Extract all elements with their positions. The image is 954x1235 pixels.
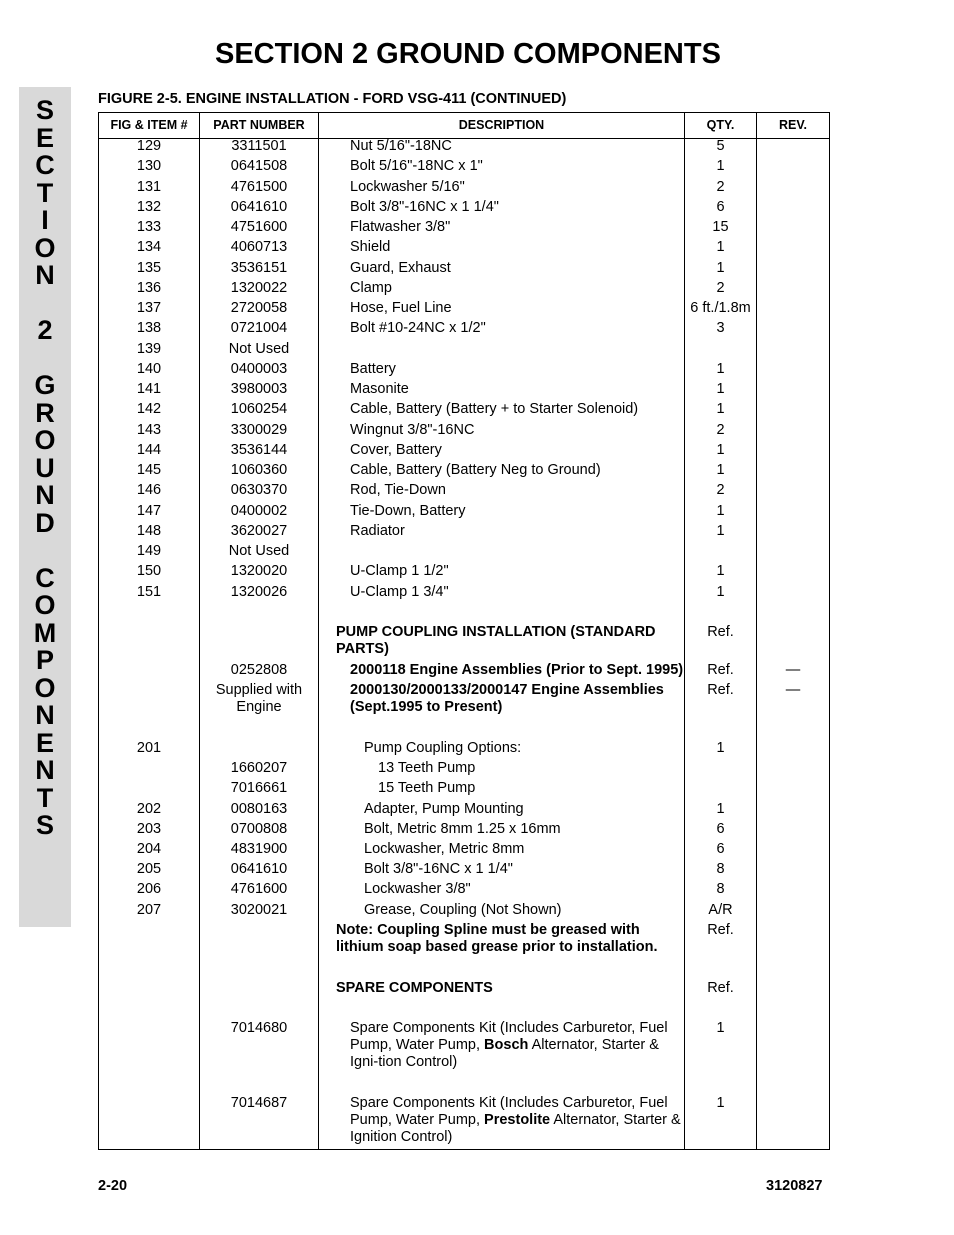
qty-cell: 6 ft./1.8m <box>690 300 751 316</box>
description-cell: Shield <box>350 239 391 256</box>
sidebar-letter: I <box>41 205 49 235</box>
kit-description <box>350 1095 683 1146</box>
kit-brand: Bosch <box>484 1037 529 1053</box>
fig-item-cell: 129 <box>136 138 162 154</box>
table-header <box>99 113 829 139</box>
pump-section-heading: PUMP COUPLING INSTALLATION (STANDARD PARTS) <box>336 624 656 657</box>
fig-item-cell: 206 <box>136 881 162 898</box>
qty-cell: 1 <box>716 583 725 600</box>
part-number-cell: 3980003 <box>230 381 288 397</box>
spare-section-heading: SPARE COMPONENTS <box>336 980 493 996</box>
sidebar-letter: G <box>34 370 56 400</box>
description-cell: Guard, Exhaust <box>350 259 451 276</box>
fig-item-cell: 133 <box>136 219 162 235</box>
part-number-cell: 0700808 <box>230 820 288 837</box>
figure-caption: FIGURE 2-5. ENGINE INSTALLATION - FORD VSG-411 (CONTINUED) <box>98 91 567 107</box>
qty-cell: 1 <box>716 239 725 256</box>
description-cell: Tie-Down, Battery <box>350 502 466 519</box>
description-cell: U-Clamp 1 3/4" <box>350 583 449 600</box>
grease-note: Note: Coupling Spline must be greased with lithium soap based grease prior to installation. <box>336 922 658 955</box>
description-cell: Bolt 5/16"-18NC x 1" <box>350 158 483 175</box>
kit-description-text: Alternator, Starter & Igni-tion Control) <box>350 1037 659 1070</box>
qty-cell: 1 <box>716 158 725 175</box>
part-number-cell: 4060713 <box>230 239 288 256</box>
part-number-cell: 0400003 <box>230 360 288 377</box>
description-cell: Lockwasher, Metric 8mm <box>364 841 525 857</box>
fig-item-cell: 151 <box>136 583 162 600</box>
fig-item-cell: 150 <box>136 563 162 580</box>
qty-cell: 1 <box>716 1095 725 1111</box>
fig-item-cell: 140 <box>136 360 162 377</box>
sidebar-letter: N <box>35 755 55 785</box>
rev-cell: — <box>785 662 801 678</box>
part-number-cell: 4751600 <box>230 219 288 235</box>
fig-item-cell: 145 <box>136 462 162 478</box>
fig-item-cell: 131 <box>136 178 162 195</box>
fig-item-cell: 138 <box>136 320 162 337</box>
qty-cell: 2 <box>716 482 725 499</box>
part-number-cell: 3020021 <box>230 901 288 918</box>
qty-cell: 1 <box>716 1020 725 1036</box>
qty-cell: 8 <box>716 881 725 898</box>
description-cell: Bolt, Metric 8mm 1.25 x 16mm <box>364 820 561 837</box>
part-number-cell: 0080163 <box>230 800 288 817</box>
sidebar-letter: E <box>35 727 54 758</box>
fig-item-cell: 203 <box>136 820 162 837</box>
description-cell: Cover, Battery <box>350 441 442 458</box>
kit-brand: Prestolite <box>484 1112 551 1128</box>
header-description: DESCRIPTION <box>458 118 545 132</box>
fig-item-cell: 149 <box>136 543 162 559</box>
kit-description-text: Spare Components Kit (Includes Carburetor, Fuel Pump, Water Pump, <box>350 1020 668 1053</box>
header-rev: REV. <box>778 118 808 132</box>
qty-cell: 5 <box>716 138 725 154</box>
qty-cell: 1 <box>716 462 725 478</box>
part-number-cell: 0641610 <box>230 861 288 878</box>
description-cell: Grease, Coupling (Not Shown) <box>364 901 562 918</box>
description-cell: Clamp <box>350 279 392 296</box>
qty-cell: 1 <box>716 522 725 539</box>
part-number-cell: 2720058 <box>230 300 288 316</box>
part-number-cell: 3300029 <box>230 421 288 438</box>
header-part-number: PART NUMBER <box>213 118 305 132</box>
description-cell: 13 Teeth Pump <box>378 760 476 777</box>
qty-cell: 15 <box>712 219 729 235</box>
part-number-cell: 3536144 <box>230 441 288 458</box>
qty-cell: 1 <box>716 360 725 377</box>
sidebar-letter: M <box>33 617 57 648</box>
kit-description-text: Alternator, Starter & Ignition Control) <box>350 1112 681 1145</box>
qty-cell: 1 <box>716 800 725 817</box>
sidebar-letter: C <box>35 562 55 593</box>
description-cell: Cable, Battery (Battery Neg to Ground) <box>350 462 601 478</box>
description-cell: Battery <box>350 360 396 377</box>
part-number-cell: Not Used <box>228 340 290 357</box>
fig-item-cell: 148 <box>136 522 162 539</box>
sidebar-letter: T <box>36 782 54 813</box>
fig-item-cell: 147 <box>136 502 162 519</box>
part-number-cell: Not Used <box>228 543 290 559</box>
description-cell: Cable, Battery (Battery + to Starter Solenoid) <box>350 401 639 418</box>
sidebar-letter: O <box>34 672 56 703</box>
sidebar-letter: O <box>34 232 56 263</box>
qty-cell: 1 <box>716 740 725 756</box>
qty-cell: Ref. <box>707 980 734 996</box>
qty-cell: Ref. <box>707 682 734 698</box>
fig-item-cell: 142 <box>136 401 162 418</box>
qty-cell: 6 <box>716 841 725 857</box>
sidebar-letter: N <box>35 480 55 510</box>
qty-cell: 1 <box>716 259 725 276</box>
qty-cell: 1 <box>716 502 725 519</box>
part-number-cell: 1060254 <box>230 401 288 418</box>
column-divider <box>318 113 319 1149</box>
qty-cell: 2 <box>716 279 725 296</box>
description-cell: Lockwasher 5/16" <box>350 178 465 195</box>
qty-cell: 3 <box>716 320 725 337</box>
description-cell: Bolt 3/8"-16NC x 1 1/4" <box>364 861 513 878</box>
header-qty: QTY. <box>706 118 735 132</box>
fig-item-cell: 202 <box>136 800 162 817</box>
part-number-cell: 0252808 <box>230 662 288 678</box>
sidebar-letter: 2 <box>37 315 53 345</box>
sidebar-letter: S <box>35 810 54 840</box>
kit-description-text: Spare Components Kit (Includes Carburetor, Fuel Pump, Water Pump, <box>350 1095 668 1128</box>
qty-cell: A/R <box>708 901 733 918</box>
part-number-cell: 7014687 <box>230 1095 288 1111</box>
part-number-cell: 1320022 <box>230 279 288 296</box>
fig-item-cell: 132 <box>136 198 162 215</box>
description-cell: Masonite <box>350 381 409 397</box>
rev-cell: — <box>785 682 801 698</box>
qty-cell: 6 <box>716 198 725 215</box>
part-number-cell: Supplied with Engine <box>215 682 303 715</box>
part-number-cell: 3620027 <box>230 522 288 539</box>
fig-item-cell: 144 <box>136 441 162 458</box>
part-number-cell: 0641508 <box>230 158 288 175</box>
description-cell: Wingnut 3/8"-16NC <box>350 421 475 438</box>
assembly-description: 2000118 Engine Assemblies (Prior to Sept. 1995) <box>350 662 684 678</box>
qty-cell: 1 <box>716 441 725 458</box>
description-cell: 15 Teeth Pump <box>378 780 476 797</box>
page-title: SECTION 2 GROUND COMPONENTS <box>215 38 721 70</box>
section-sidebar-tab <box>19 87 71 927</box>
part-number-cell: 3536151 <box>230 259 288 276</box>
qty-cell: Ref. <box>707 624 734 640</box>
description-cell: Pump Coupling Options: <box>364 740 522 756</box>
description-cell: Bolt #10-24NC x 1/2" <box>350 320 486 337</box>
part-number-cell: 0641610 <box>230 198 288 215</box>
part-number-cell: 7014680 <box>230 1020 288 1036</box>
fig-item-cell: 146 <box>136 482 162 499</box>
description-cell: Flatwasher 3/8" <box>350 219 451 235</box>
sidebar-letter: N <box>35 260 55 290</box>
column-divider <box>756 113 757 1149</box>
part-number-cell: 7016661 <box>230 780 288 797</box>
description-cell: Hose, Fuel Line <box>350 300 452 316</box>
page-number: 2-20 <box>98 1178 128 1194</box>
description-cell: Bolt 3/8"-16NC x 1 1/4" <box>350 198 499 215</box>
part-number-cell: 4761600 <box>230 881 288 898</box>
sidebar-letter: T <box>36 177 54 208</box>
qty-cell: 1 <box>716 401 725 418</box>
part-number-cell: 0400002 <box>230 502 288 519</box>
assembly-description: 2000130/2000133/2000147 Engine Assemblies (Sept.1995 to Present) <box>350 682 664 715</box>
fig-item-cell: 139 <box>136 340 162 357</box>
sidebar-letter: N <box>35 700 55 730</box>
sidebar-letter: O <box>34 590 56 620</box>
fig-item-cell: 201 <box>136 740 162 756</box>
qty-cell: 6 <box>716 820 725 837</box>
fig-item-cell: 137 <box>136 300 162 316</box>
qty-cell: 1 <box>716 381 725 397</box>
fig-item-cell: 135 <box>136 259 162 276</box>
part-number-cell: 1320026 <box>230 583 288 600</box>
part-number-cell: 3311501 <box>231 138 287 154</box>
description-cell: Adapter, Pump Mounting <box>364 800 524 817</box>
sidebar-letter: O <box>34 425 56 455</box>
fig-item-cell: 130 <box>136 158 162 175</box>
part-number-cell: 1060360 <box>230 462 288 478</box>
qty-cell: 2 <box>716 421 725 438</box>
description-cell: Rod, Tie-Down <box>350 482 446 499</box>
part-number-cell: 1320020 <box>230 563 288 580</box>
fig-item-cell: 141 <box>136 381 162 397</box>
part-number-cell: 4831900 <box>230 841 288 857</box>
qty-cell: 2 <box>716 178 725 195</box>
description-cell: Radiator <box>350 522 405 539</box>
description-cell: Lockwasher 3/8" <box>364 881 471 898</box>
header-fig-item: FIG & ITEM # <box>110 118 188 132</box>
part-number-cell: 4761500 <box>230 178 288 195</box>
part-number-cell: 1660207 <box>230 760 288 777</box>
sidebar-letter: E <box>35 122 54 153</box>
document-number: 3120827 <box>766 1178 823 1194</box>
sidebar-letter: R <box>35 397 55 428</box>
sidebar-letter: S <box>35 95 54 125</box>
part-number-cell: 0630370 <box>230 482 288 499</box>
parts-table <box>98 112 830 1150</box>
qty-cell: Ref. <box>707 922 734 938</box>
sidebar-letter: D <box>35 507 55 538</box>
description-cell: Nut 5/16"-18NC <box>350 138 452 154</box>
sidebar-letter: C <box>35 150 55 180</box>
part-number-cell: 0721004 <box>230 320 288 337</box>
qty-cell: 1 <box>716 563 725 580</box>
sidebar-letter: U <box>35 452 55 483</box>
fig-item-cell: 134 <box>136 239 162 256</box>
description-cell: U-Clamp 1 1/2" <box>350 563 449 580</box>
qty-cell: 8 <box>716 861 725 878</box>
fig-item-cell: 136 <box>136 279 162 296</box>
fig-item-cell: 205 <box>136 861 162 878</box>
fig-item-cell: 143 <box>136 421 162 438</box>
fig-item-cell: 204 <box>136 841 162 857</box>
fig-item-cell: 207 <box>136 901 162 918</box>
sidebar-letter: P <box>35 645 54 675</box>
qty-cell: Ref. <box>707 662 734 678</box>
kit-description <box>350 1020 683 1071</box>
